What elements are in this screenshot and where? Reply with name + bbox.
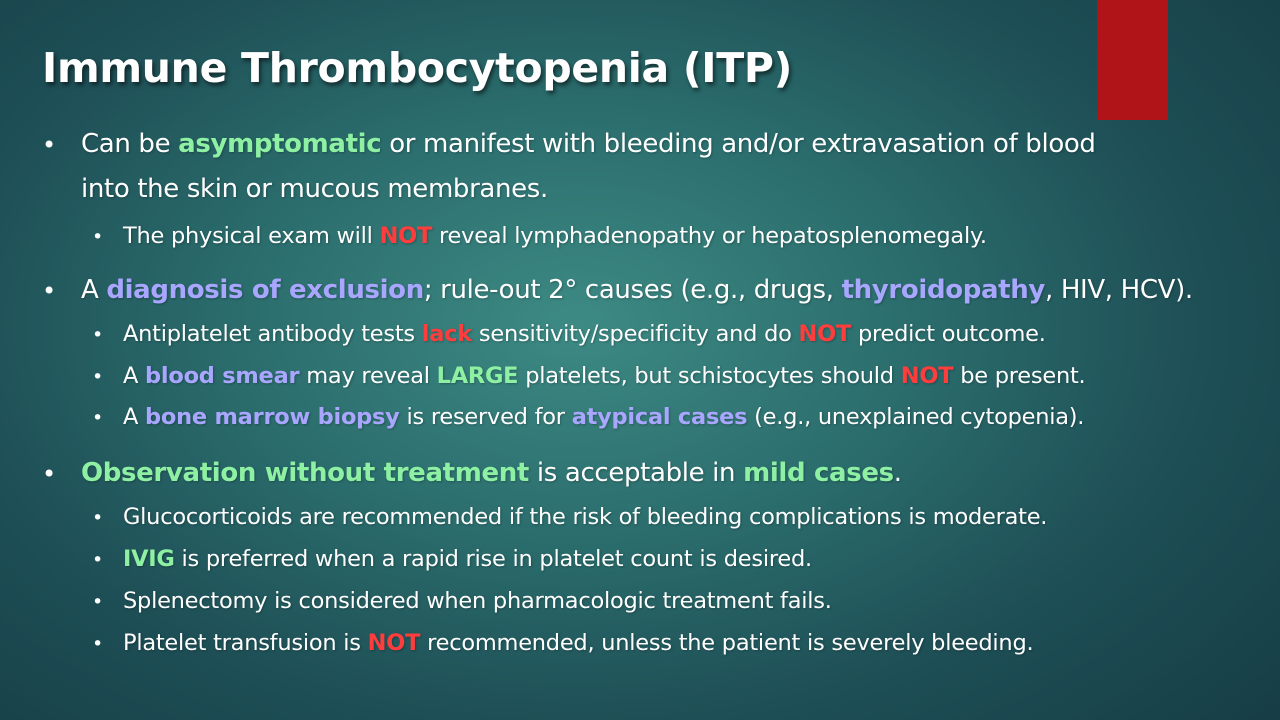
bullet-3-sub-3	[123, 588, 832, 614]
text: Can be	[81, 129, 179, 159]
bullet-3-sub-1	[123, 504, 1047, 530]
highlight-not: NOT	[798, 321, 852, 347]
sub-bullet-icon: •	[92, 591, 104, 613]
bullet-3-line-1	[81, 458, 902, 488]
text: is reserved for	[399, 404, 572, 430]
highlight-not: NOT	[379, 223, 433, 249]
highlight-ivig: IVIG	[123, 546, 175, 572]
text: be present.	[953, 363, 1086, 389]
text: A	[123, 363, 146, 389]
highlight-lack: lack	[421, 321, 472, 347]
sub-bullet-icon: •	[92, 407, 104, 429]
text: is preferred when a rapid rise in platelet count is desired.	[174, 546, 812, 572]
sub-bullet-icon: •	[92, 507, 104, 529]
text: predict outcome.	[851, 321, 1046, 347]
highlight-blood-smear: blood smear	[145, 363, 300, 389]
bullet-2-line-1	[81, 275, 1193, 305]
text: .	[893, 458, 902, 488]
text: may reveal	[299, 363, 437, 389]
bullet-2-sub-1	[123, 321, 1046, 347]
sub-bullet-icon: •	[92, 633, 104, 655]
text: sensitivity/specificity and do	[472, 321, 799, 347]
sub-bullet-icon: •	[92, 549, 104, 571]
text: Splenectomy is considered when pharmacologic treatment fails.	[123, 588, 832, 614]
bullet-icon: •	[42, 131, 57, 159]
text: recommended, unless the patient is severely bleeding.	[420, 630, 1034, 656]
bullet-1-sub-1	[123, 223, 987, 249]
bullet-icon: •	[42, 460, 57, 488]
text: ; rule-out 2° causes (e.g., drugs,	[423, 275, 842, 305]
text: Antiplatelet antibody tests	[123, 321, 422, 347]
text: Platelet transfusion is	[123, 630, 368, 656]
text: A	[123, 404, 146, 430]
highlight-asymptomatic: asymptomatic	[178, 129, 382, 159]
bullet-3-sub-4	[123, 630, 1033, 656]
text: , HIV, HCV).	[1045, 275, 1193, 305]
text: A	[81, 275, 107, 305]
bullet-1-line-2: into the skin or mucous membranes.	[81, 174, 548, 204]
highlight-large: LARGE	[436, 363, 519, 389]
highlight-not: NOT	[900, 363, 954, 389]
text: Glucocorticoids are recommended if the risk of bleeding complications is moderate.	[123, 504, 1048, 530]
text: platelets, but schistocytes should	[518, 363, 901, 389]
accent-bar	[1097, 0, 1168, 120]
sub-bullet-icon: •	[92, 366, 104, 388]
bullet-2-sub-2	[123, 363, 1085, 389]
bullet-3-sub-2	[123, 546, 812, 572]
highlight-thyroidopathy: thyroidopathy	[841, 275, 1046, 305]
highlight-observation-without-treatment: Observation without treatment	[81, 458, 529, 488]
highlight-not: NOT	[367, 630, 421, 656]
bullet-1-line-1	[81, 129, 1096, 159]
text: (e.g., unexplained cytopenia).	[747, 404, 1085, 430]
highlight-mild-cases: mild cases	[743, 458, 894, 488]
bullet-icon: •	[42, 277, 57, 305]
bullet-2-sub-3	[123, 404, 1084, 430]
sub-bullet-icon: •	[92, 226, 104, 248]
text: is acceptable in	[529, 458, 744, 488]
text: The physical exam will	[123, 223, 380, 249]
highlight-bone-marrow-biopsy: bone marrow biopsy	[145, 404, 400, 430]
highlight-atypical-cases: atypical cases	[571, 404, 748, 430]
sub-bullet-icon: •	[92, 324, 104, 346]
slide-title: Immune Thrombocytopenia (ITP)	[42, 44, 793, 92]
highlight-diagnosis-of-exclusion: diagnosis of exclusion	[106, 275, 424, 305]
text: reveal lymphadenopathy or hepatosplenomegaly.	[432, 223, 987, 249]
text: or manifest with bleeding and/or extravasation of blood	[381, 129, 1096, 159]
